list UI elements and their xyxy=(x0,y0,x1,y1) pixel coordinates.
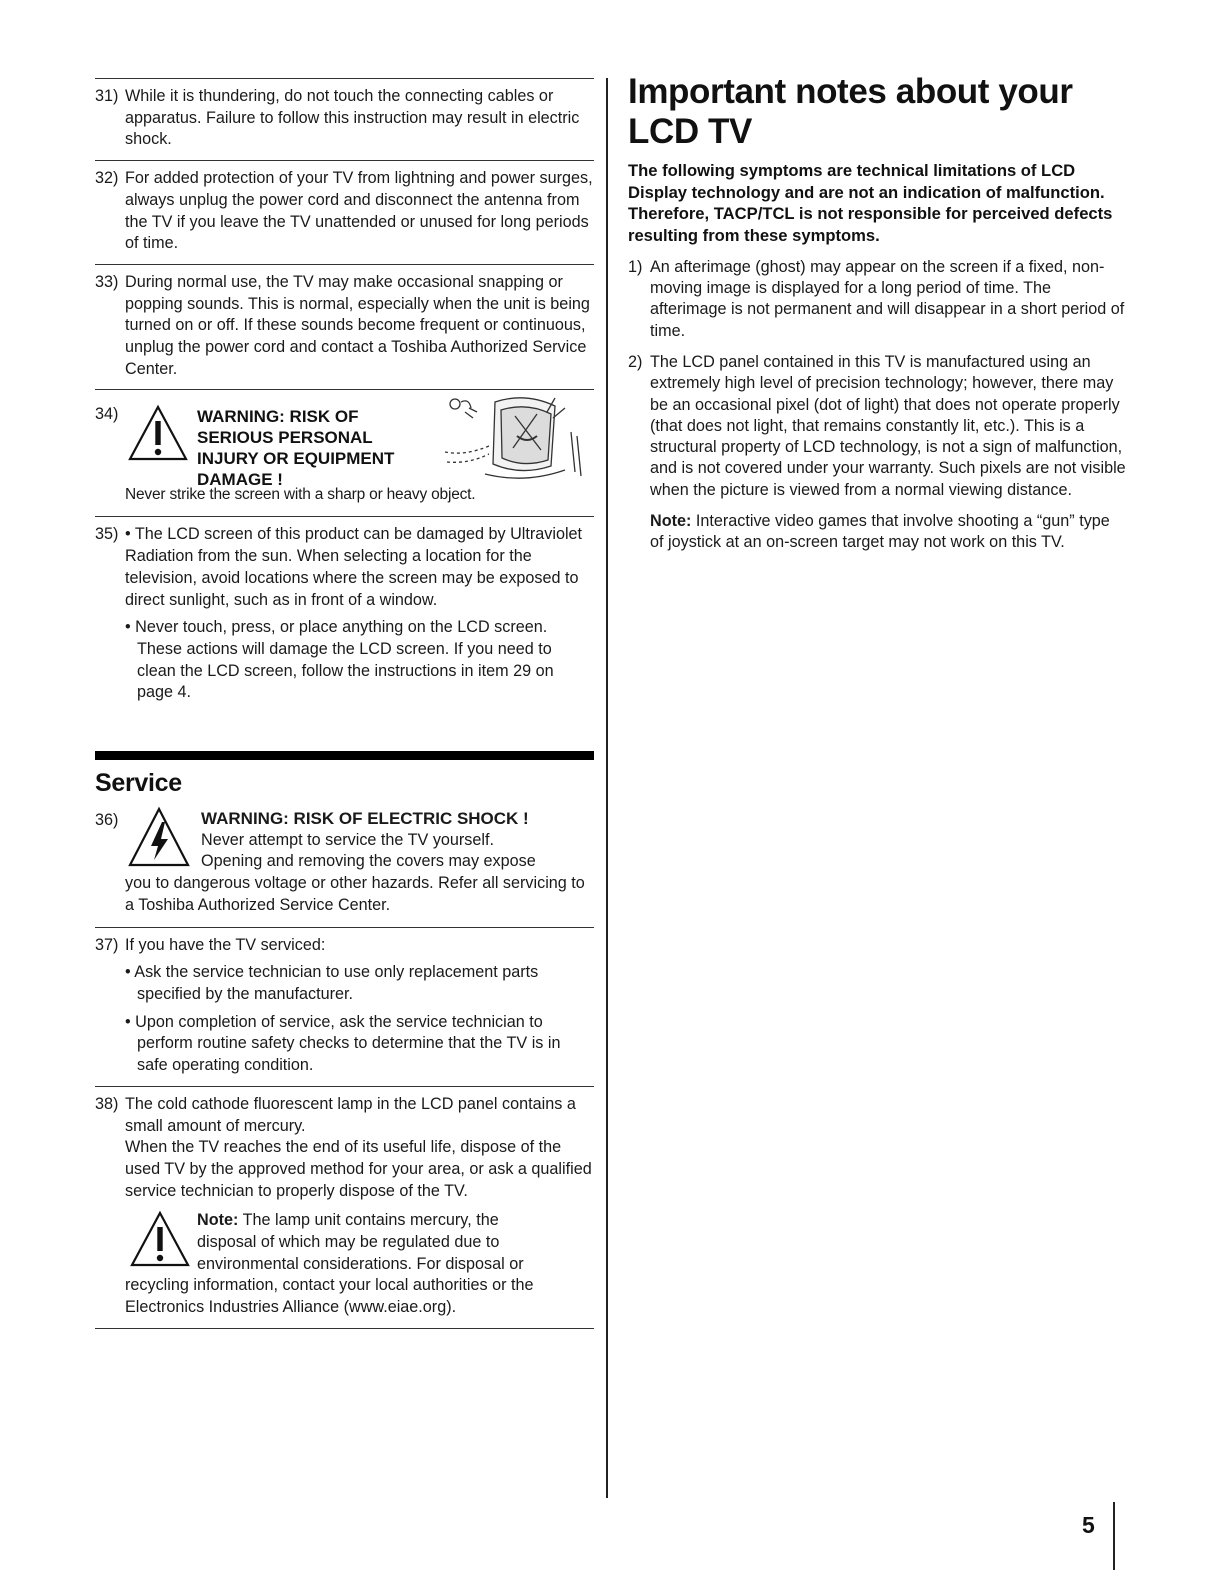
warning-triangle-icon xyxy=(129,1210,191,1268)
safety-item-32 xyxy=(95,160,594,264)
note xyxy=(628,511,1126,554)
column-divider xyxy=(606,78,608,1498)
item-number: 38) xyxy=(95,1094,119,1113)
warning-title: WARNING: RISK OF SERIOUS PERSONAL INJURY OR EQUIPMENT DAMAGE ! xyxy=(197,407,395,490)
note-text: Interactive video games that involve shooting a “gun” type of joystick at an on-screen target may not work on this TV. xyxy=(650,512,1110,552)
note-label: Note: xyxy=(650,512,692,531)
item-number: 32) xyxy=(95,169,119,188)
note-label: Note: xyxy=(197,1211,239,1230)
page-number-rule xyxy=(1113,1502,1115,1570)
shock-warning-title: WARNING: RISK OF ELECTRIC SHOCK ! xyxy=(201,809,529,829)
left-column xyxy=(95,78,594,1329)
safety-item-33 xyxy=(95,264,594,390)
bullet-item: • Ask the service technician to use only replacement parts specified by the manufacturer. xyxy=(125,963,539,1003)
list-item: 2) The LCD panel contained in this TV is manufactured using an extremely high level of precision technology; however, there may be an occasional pixel (dot of light) that does not operate properly (that does not light, that remains constantly lit, etc.). This is a structural property of LCD technology, is not a sign of malfunction, and is not covered under your warranty. Such pixels are not visible when the picture is viewed from a normal viewing distance. xyxy=(628,353,1126,499)
safety-item-38 xyxy=(95,1086,594,1328)
shock-rest: you to dangerous voltage or other hazards. Refer all servicing to a Toshiba Authorized Service Center. xyxy=(125,874,585,914)
list-item: 1) An afterimage (ghost) may appear on the screen if a fixed, non-moving image is displayed for a long period of time. The afterimage is not permanent and will disappear in a short period of time. xyxy=(628,257,1125,340)
page-number: 5 xyxy=(1082,1512,1095,1538)
item-text: During normal use, the TV may make occasional snapping or popping sounds. This is normal, especially when the unit is being turned on or off. If these sounds become frequent or continuous, unplug the power cord and contact a Toshiba Authorized Service Center. xyxy=(125,272,590,378)
safety-item-35 xyxy=(95,516,594,713)
safety-item-36 xyxy=(95,808,594,927)
item-number: 33) xyxy=(95,272,119,291)
item-text: While it is thundering, do not touch the connecting cables or apparatus. Failure to follow this instruction may result in electric shock. xyxy=(125,87,580,149)
item-text: For added protection of your TV from lightning and power surges, always unplug the power cord and disconnect the antenna from the TV if you leave the TV unattended or unused for long periods of time. xyxy=(125,169,593,253)
warning-triangle-icon xyxy=(127,404,189,462)
page-title: Important notes about your LCD TV xyxy=(628,72,1073,151)
bullet-item: • Never touch, press, or place anything on the LCD screen. These actions will damage the LCD screen. If you need to clean the LCD screen, follow the instructions in item 29 on page 4. xyxy=(125,618,554,702)
bullet-item: • Upon completion of service, ask the service technician to perform routine safety checks to determine that the TV is in safe operating condition. xyxy=(125,1012,561,1075)
item-text: If you have the TV serviced: xyxy=(125,935,326,954)
safety-item-37 xyxy=(95,927,594,1086)
safety-item-31 xyxy=(95,78,594,160)
item-text: The cold cathode fluorescent lamp in the LCD panel contains a small amount of mercury. xyxy=(125,1094,576,1135)
safety-item-34 xyxy=(95,389,594,516)
warning-caption: Never strike the screen with a sharp or heavy object. xyxy=(125,486,476,504)
item-number: 35) xyxy=(95,525,119,544)
item-number: 31) xyxy=(95,87,119,105)
electric-shock-warning-icon xyxy=(127,806,191,868)
item-number: 36) xyxy=(95,811,119,830)
item-number: 34) xyxy=(95,405,119,424)
mercury-note: Note: The lamp unit contains mercury, the disposal of which may be regulated due to environmental considerations. For disposal or recycling information, contact your local authorities or the Electronics Industries Alliance (www.eiae.org). xyxy=(95,1210,594,1319)
intro-text: The following symptoms are technical limitations of LCD Display technology and are not an indication of malfunction. Therefore, TACP/TCL is not responsible for perceived defects resulting from these symptoms. xyxy=(628,161,1113,246)
note-rest: recycling information, contact your local authorities or the Electronics Industries Alliance (www.eiae.org). xyxy=(125,1276,534,1317)
shock-line-1: Never attempt to service the TV yourself. xyxy=(201,830,494,849)
section-title-service: Service xyxy=(95,769,182,798)
divider-rule xyxy=(95,1328,594,1329)
right-column xyxy=(628,72,1126,554)
section-bar xyxy=(95,751,594,760)
tv-impact-illustration-icon xyxy=(425,392,585,484)
bullet-item: 35) • The LCD screen of this product can be damaged by Ultraviolet Radiation from the sun. When selecting a location for the television, avoid locations where the screen may be exposed to direct sunlight, such as in front of a window. xyxy=(95,525,583,609)
item-number: 37) xyxy=(95,935,119,954)
item-text-2: When the TV reaches the end of its useful life, dispose of the used TV by the approved method for your area, or ask a qualified service technician to properly dispose of the TV. xyxy=(125,1138,592,1200)
shock-line-2: Opening and removing the covers may expose xyxy=(201,852,536,871)
